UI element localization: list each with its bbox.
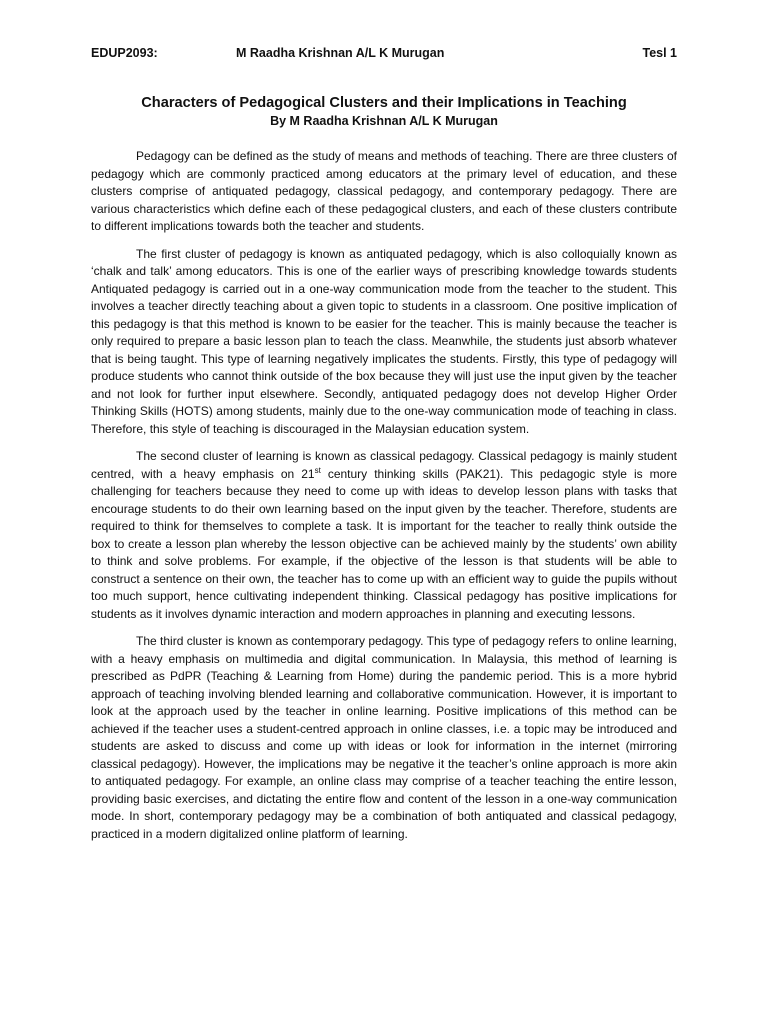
paragraph-classical-text-start: The second cluster of learning is known as classical pedagogy. Classical pedagogy is mainly student centred, with a heavy emphasis on 21 <box>91 449 677 481</box>
document-title: Characters of Pedagogical Clusters and their Implications in Teaching <box>141 95 627 111</box>
paragraph-classical-text-end: century thinking skills (PAK21). This pedagogic style is more challenging for teachers because they need to come up with ideas to develop lesson plans with tasks that encourage students to do their own learning based on the input given by the teacher. Therefore, students are required to think for themselves to complete a task. It is important for the teacher to really think outside the box to create a lesson plan whereby the lesson objective can be achieved mainly by the students’ own ability to think and solve problems. For example, if the objective of the lesson is that students will be able to construct a sentence on their own, the teacher has to come up with an efficient way to guide the pupils without too much support, hence cultivating independent thinking. Classical pedagogy has positive implications for students as it involves dynamic interaction and modern approaches in planning and executing lessons. <box>91 466 678 621</box>
paragraph-classical <box>91 448 677 623</box>
page-header <box>91 46 677 66</box>
byline: By M Raadha Krishnan A/L K Murugan <box>270 114 498 128</box>
paragraph-contemporary: The third cluster is known as contemporary pedagogy. This type of pedagogy refers to online learning, with a heavy emphasis on multimedia and digital communication. In Malaysia, this method of learning is prescribed as PdPR (Teaching & Learning from Home) during the pandemic period. This is a more hybrid approach of teaching involving blended learning and collaborative communication. However, it is important to look at the approach used by the teacher in online learning. Positive implications of this method can be achieved if the teacher uses a student-centred approach in online classes, i.e. a topic may be introduced and students are asked to discuss and come up with ideas or look for information in the internet (mirroring classical pedagogy). However, the implications may be negative it the teacher’s online approach is more akin to antiquated pedagogy. For example, an online class may comprise of a teacher teaching the entire lesson, providing basic exercises, and dictating the entire flow and content of the lesson in a one-way communication mode. In short, contemporary pedagogy may be a combination of both antiquated and classical pedagogy, practiced in a modern digitalized online platform of learning. <box>91 634 677 841</box>
superscript-ordinal: st <box>314 465 321 475</box>
course-code: EDUP2093: <box>91 46 158 60</box>
document-body <box>91 148 677 843</box>
paragraph-antiquated: The first cluster of pedagogy is known as antiquated pedagogy, which is also colloquially known as ‘chalk and talk’ among educators. This is one of the earlier ways of prescribing knowledge towards students Antiquated pedagogy is carried out in a one-way communication mode from the teacher to the student. This involves a teacher directly teaching about a given topic to students in a classroom. One positive implication of this pedagogy is that this method is known to be easier for the teacher. This is mainly because the teacher is only required to prepare a basic lesson plan to teach the class. Meanwhile, the students just absorb whatever that is being taught. This type of learning negatively implicates the students. Firstly, this type of pedagogy will produce students who cannot think outside of the box because they will just use the input given by the teacher and not look for further input elsewhere. Secondly, antiquated pedagogy does not develop Higher Order Thinking Skills (HOTS) among students, mainly due to the one-way communication mode of teaching in class. Therefore, this style of teaching is discouraged in the Malaysian education system. <box>91 246 677 436</box>
paragraph-intro: Pedagogy can be defined as the study of means and methods of teaching. There are three clusters of pedagogy which are commonly practiced among educators at the primary level of education, and these clusters comprise of antiquated pedagogy, classical pedagogy, and contemporary pedagogy. There are various characteristics which define each of these pedagogical clusters, and each of these clusters contribute to different implications towards both the teacher and students. <box>91 149 677 233</box>
header-author: M Raadha Krishnan A/L K Murugan <box>236 46 445 60</box>
class-name: Tesl 1 <box>642 46 677 60</box>
